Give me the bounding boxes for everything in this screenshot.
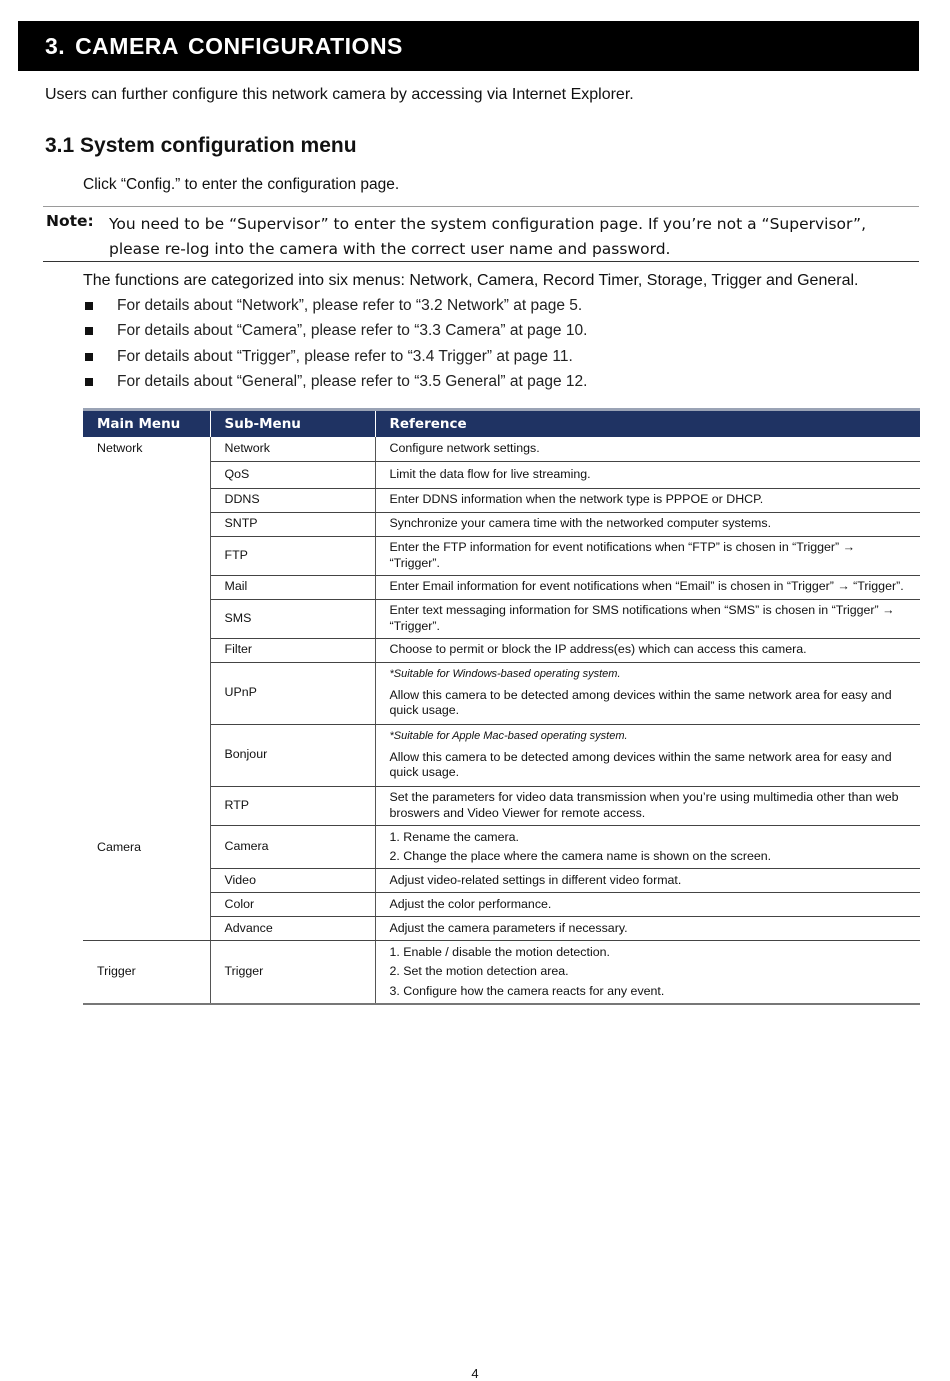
- table-header-row: [83, 410, 920, 438]
- main-menu-trigger: [83, 941, 210, 1004]
- reference-line: broswers and Video Viewer for remote access.: [389, 805, 646, 820]
- note-line: please re-log into the camera with the correct user name and password.: [109, 240, 671, 258]
- sub-menu-cell: SMS: [210, 599, 375, 638]
- square-bullet-icon: [85, 327, 93, 335]
- chapter-title: 3. CAMERA CONFIGURATIONS: [18, 21, 919, 71]
- reference-line: Set the parameters for video data transmission when you’re using multimedia other than web: [389, 790, 899, 805]
- reference-line: Allow this camera to be detected among devices within the same network area for easy and: [389, 687, 892, 702]
- reference-cell: [375, 786, 920, 825]
- reference-cell: Enter Email information for event notifications when “Email” is chosen in “Trigger” → “Trigger”.: [375, 575, 920, 599]
- square-bullet-icon: [85, 353, 93, 361]
- reference-cell: Choose to permit or block the IP address(es) which can access this camera.: [375, 638, 920, 662]
- reference-line: 2. Change the place where the camera name is shown on the screen.: [389, 849, 772, 863]
- reference-cell: Adjust the color performance.: [375, 893, 920, 917]
- reference-cell: [375, 826, 920, 869]
- square-bullet-icon: [85, 302, 93, 310]
- reference-cell: Configure network settings.: [375, 437, 920, 461]
- reference-cell: Enter DDNS information when the network type is PPPOE or DHCP.: [375, 488, 920, 512]
- sub-menu-cell: QoS: [210, 461, 375, 488]
- sub-menu-cell: FTP: [210, 536, 375, 575]
- list-item-text: For details about “General”, please refer to “3.5 General” at page 12.: [117, 372, 588, 390]
- reference-cell: [375, 599, 920, 638]
- reference-line: quick usage.: [389, 765, 460, 780]
- main-menu-camera: [83, 826, 210, 941]
- reference-line: quick usage.: [389, 703, 460, 718]
- header-sub-menu: Sub-Menu: [210, 410, 375, 438]
- reference-cell: [375, 536, 920, 575]
- sub-menu-cell: Color: [210, 893, 375, 917]
- os-note: *Suitable for Apple Mac-based operating system.: [389, 730, 628, 743]
- reference-cell: Limit the data flow for live streaming.: [375, 461, 920, 488]
- reference-line: 1. Rename the camera.: [389, 829, 519, 844]
- reference-line: Allow this camera to be detected among devices within the same network area for easy and: [389, 749, 892, 764]
- sub-menu-cell: Network: [210, 437, 375, 461]
- reference-cell: Adjust video-related settings in different video format.: [375, 869, 920, 893]
- functions-text: The functions are categorized into six menus: Network, Camera, Record Timer, Storage, Trigger and General.: [83, 272, 859, 289]
- reference-cell: Synchronize your camera time with the networked computer systems.: [375, 512, 920, 536]
- sub-menu-cell: Camera: [210, 826, 375, 869]
- sub-menu-cell: SNTP: [210, 512, 375, 536]
- os-note: *Suitable for Windows-based operating system.: [389, 668, 621, 681]
- table-row: [83, 941, 920, 1004]
- reference-line: Enter text messaging information for SMS notifications when “SMS” is chosen in “Trigger” →: [389, 603, 895, 617]
- note-line: You need to be “Supervisor” to enter the system configuration page. If you’re not a “Supervisor”,: [109, 215, 867, 233]
- config-instruction: Click “Config.” to enter the configuration page.: [83, 176, 400, 193]
- header-reference: Reference: [375, 410, 920, 438]
- main-menu-label: Network: [97, 441, 143, 455]
- main-menu-label: Trigger: [97, 964, 136, 978]
- list-item-text: For details about “Camera”, please refer to “3.3 Camera” at page 10.: [117, 322, 588, 340]
- section-title: 3.1 System configuration menu: [45, 134, 357, 157]
- sub-menu-cell: Mail: [210, 575, 375, 599]
- table-row: [83, 826, 920, 869]
- reference-line: 1. Enable / disable the motion detection.: [389, 944, 610, 959]
- reference-line: 3. Configure how the camera reacts for any event.: [389, 983, 665, 998]
- note-text: [109, 212, 921, 262]
- reference-cell: [375, 662, 920, 724]
- reference-cell: [375, 941, 920, 1004]
- note-box: [43, 206, 919, 262]
- reference-cell: Adjust the camera parameters if necessary.: [375, 917, 920, 941]
- reference-line: “Trigger”.: [389, 618, 440, 633]
- sub-menu-cell: Bonjour: [210, 724, 375, 786]
- list-item-text: For details about “Network”, please refer to “3.2 Network” at page 5.: [117, 297, 583, 314]
- sub-menu-cell: Filter: [210, 638, 375, 662]
- reference-line: “Trigger”.: [389, 555, 440, 570]
- page-number: 4: [471, 1366, 479, 1381]
- sub-menu-cell: Trigger: [210, 941, 375, 1004]
- header-main-menu: Main Menu: [83, 410, 210, 438]
- sub-menu-cell: DDNS: [210, 488, 375, 512]
- sub-menu-cell: UPnP: [210, 662, 375, 724]
- reference-line: 2. Set the motion detection area.: [389, 964, 569, 978]
- square-bullet-icon: [85, 378, 93, 386]
- sub-menu-cell: RTP: [210, 786, 375, 825]
- config-menu-table: [83, 408, 920, 1005]
- note-label: Note:: [46, 212, 94, 230]
- reference-cell: [375, 724, 920, 786]
- intro-text: Users can further configure this network camera by accessing via Internet Explorer.: [45, 86, 634, 103]
- main-menu-network: [83, 437, 210, 826]
- sub-menu-cell: Advance: [210, 917, 375, 941]
- sub-menu-cell: Video: [210, 869, 375, 893]
- table-row: [83, 437, 920, 461]
- main-menu-label: Camera: [97, 839, 142, 854]
- list-item-text: For details about “Trigger”, please refer to “3.4 Trigger” at page 11.: [117, 347, 573, 365]
- reference-line: Enter the FTP information for event notifications when “FTP” is chosen in “Trigger” →: [389, 540, 856, 554]
